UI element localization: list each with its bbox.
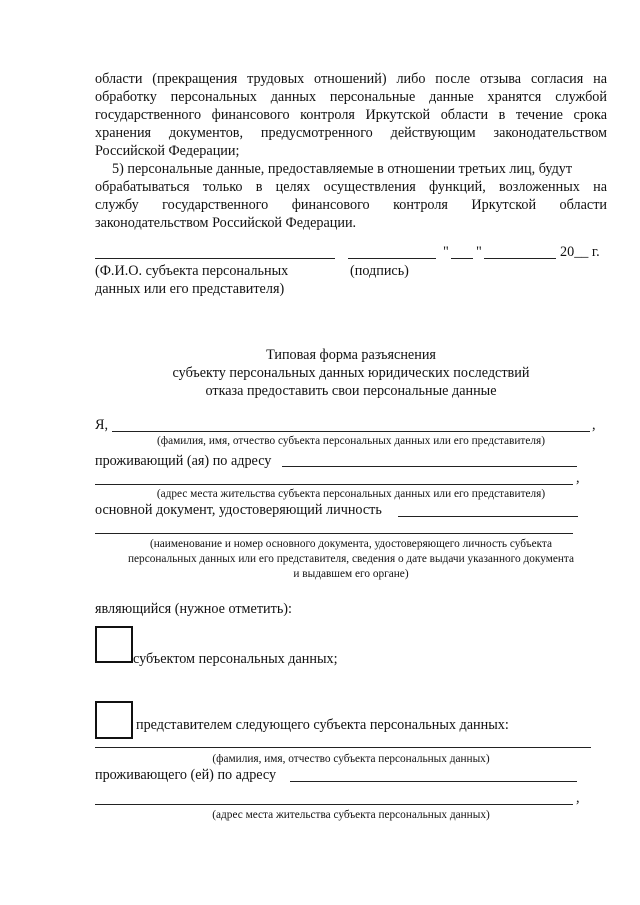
subject-address-caption: (адрес места жительства субъекта персональных данных) <box>212 809 490 821</box>
date-quote-close: " <box>476 244 482 260</box>
date-quote-open: " <box>443 244 449 260</box>
text-line: 5) персональные данные, предоставляемые в отношении третьих лиц, будут <box>112 161 573 177</box>
fio-caption: (фамилия, имя, отчество субъекта персональных данных или его представителя) <box>157 435 545 447</box>
document-input-line-2[interactable] <box>95 533 573 534</box>
text-line: службу государственного финансового контроля Иркутской области <box>95 197 607 213</box>
signature-caption: (подпись) <box>350 263 409 279</box>
text-line: области (прекращения трудовых отношений) либо после отзыва согласия на <box>95 71 607 87</box>
comma: , <box>576 790 580 806</box>
document-input-line[interactable] <box>398 516 578 517</box>
fio-input-line[interactable] <box>112 431 590 432</box>
i-label: Я, <box>95 417 109 433</box>
subject-address-input-line[interactable] <box>290 781 577 782</box>
comma: , <box>592 417 596 433</box>
document-caption: и выдавшем его органе) <box>293 568 409 580</box>
subject-checkbox[interactable] <box>95 626 133 663</box>
document-caption: (наименование и номер основного документа, удостоверяющего личность субъекта <box>149 538 553 550</box>
text-line: государственного финансового контроля Иркутской области в течение срока <box>95 107 607 123</box>
fio-caption: (Ф.И.О. субъекта персональных <box>95 263 289 279</box>
subject-address-input-line-2[interactable] <box>95 804 573 805</box>
address-input-line-2[interactable] <box>95 484 573 485</box>
representative-option-label: представителем следующего субъекта персональных данных: <box>136 717 509 733</box>
comma: , <box>576 470 580 486</box>
text-line: законодательством Российской Федерации. <box>95 215 357 231</box>
text-line: обрабатываться только в целях осуществления функций, возложенных на <box>95 179 607 195</box>
subject-fio-caption: (фамилия, имя, отчество субъекта персональных данных) <box>212 753 490 765</box>
form-title: субъекту персональных данных юридических последствий <box>172 365 530 381</box>
document-caption: персональных данных или его представителя, сведения о дате выдачи указанного документа <box>127 553 575 565</box>
address-input-line[interactable] <box>282 466 577 467</box>
being-label: являющийся (нужное отметить): <box>95 601 292 617</box>
form-title: отказа предоставить свои персональные данные <box>205 383 497 399</box>
text-line: Российской Федерации; <box>95 143 240 159</box>
document-label: основной документ, удостоверяющий личность <box>95 502 382 518</box>
subject-fio-input-line[interactable] <box>95 747 591 748</box>
text-line: хранения документов, предусмотренного действующим законодательством <box>95 125 607 141</box>
address-caption: (адрес места жительства субъекта персональных данных или его представителя) <box>156 488 546 500</box>
signature-line[interactable] <box>348 258 436 259</box>
representative-checkbox[interactable] <box>95 701 133 739</box>
date-day-line[interactable] <box>451 258 473 259</box>
date-month-line[interactable] <box>484 258 556 259</box>
form-title: Типовая форма разъяснения <box>266 347 436 363</box>
fio-signature-line[interactable] <box>95 258 335 259</box>
date-year: 20__ г. <box>560 244 600 260</box>
address-label: проживающий (ая) по адресу <box>95 453 272 469</box>
subject-option-label: субъектом персональных данных; <box>133 651 338 667</box>
subject-address-label: проживающего (ей) по адресу <box>95 767 277 783</box>
fio-caption: данных или его представителя) <box>95 281 285 297</box>
text-line: обработку персональных данных персональные данные хранятся службой <box>95 89 607 105</box>
